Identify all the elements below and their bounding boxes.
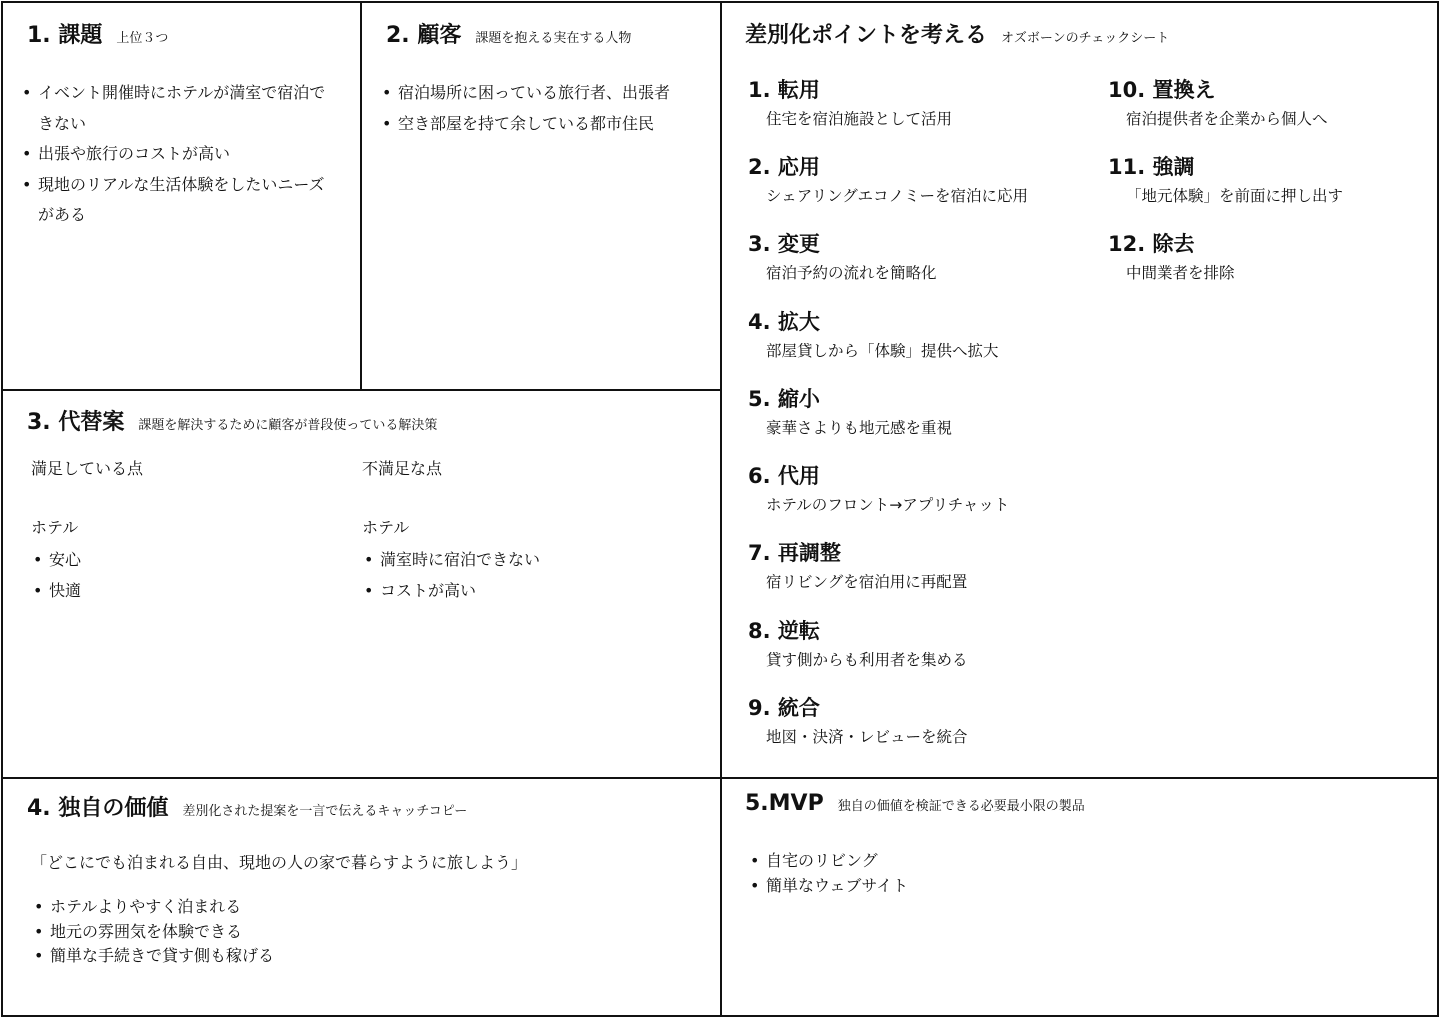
list-item: • 簡単なウェブサイト [748,874,908,899]
list-item: • 快適 [31,575,81,606]
point-12 [1108,228,1235,283]
mvp-title [745,791,1085,816]
point-desc: 宿泊提供者を企業から個人へ [1126,110,1328,128]
point-10 [1108,74,1328,129]
problem-list [20,78,340,231]
point-2 [748,151,1028,206]
point-title: 9. 統合 [748,696,820,720]
point-desc: 貸す側からも利用者を集める [766,651,968,669]
mvp-list [748,849,908,898]
unsatisfied-group: ホテル [362,518,410,537]
point-title: 8. 逆転 [748,619,820,643]
point-desc: 宿泊予約の流れを簡略化 [766,264,937,282]
value-subtitle: 差別化された提案を一言で伝えるキャッチコピー [182,804,468,819]
point-5 [748,383,952,438]
point-title: 10. 置換え [1108,78,1216,102]
customer-heading: 2. 顧客 [386,23,462,48]
value-title [27,791,467,822]
point-title: 2. 応用 [748,155,820,179]
list-item: • 簡単な手続きで貸す側も稼げる [32,944,274,969]
alternatives-title [27,405,437,436]
differentiation-title [745,18,1169,49]
point-desc: 住宅を宿泊施設として活用 [766,110,953,128]
alternatives-subtitle: 課題を解決するために顧客が普段使っている解決策 [138,418,438,433]
mvp-heading: 5.MVP [745,791,824,816]
point-desc: 中間業者を排除 [1126,264,1235,282]
list-item: • 地元の雰囲気を体験できる [32,920,274,945]
unsatisfied-label: 不満足な点 [362,459,443,478]
point-3 [748,228,937,283]
point-desc: シェアリングエコノミーを宿泊に応用 [766,187,1028,205]
point-6 [748,460,1009,515]
point-desc: 部屋貸しから「体験」提供へ拡大 [766,342,999,360]
value-list [32,895,274,969]
point-title: 11. 強調 [1108,155,1195,179]
catchphrase: 「どこにでも泊まれる自由、現地の人の家で暮らすように旅しよう」 [31,853,528,872]
unsatisfied-list [362,544,540,606]
point-desc: 豪華さよりも地元感を重視 [766,419,953,437]
point-4 [748,306,999,361]
customer-subtitle: 課題を抱える実在する人物 [475,31,632,46]
point-title: 5. 縮小 [748,387,820,411]
satisfied-group: ホテル [31,518,79,537]
satisfied-list [31,544,81,606]
problem-subtitle: 上位３つ [116,31,169,46]
point-desc: ホテルのフロント→アプリチャット [766,496,1010,514]
point-desc: 「地元体験」を前面に押し出す [1126,187,1344,205]
value-heading: 4. 独自の価値 [27,796,169,821]
differentiation-heading: 差別化ポイントを考える [745,23,988,48]
list-item: • 安心 [31,544,81,575]
point-desc: 地図・決済・レビューを統合 [766,728,968,746]
point-1 [748,74,952,129]
point-8 [748,615,968,670]
list-item: • ホテルよりやすく泊まれる [32,895,274,920]
point-title: 6. 代用 [748,464,820,488]
differentiation-subtitle: オズボーンのチェックシート [1001,31,1170,46]
point-title: 3. 変更 [748,232,820,256]
mvp-subtitle: 独自の価値を検証できる必要最小限の製品 [837,799,1085,814]
list-item: • コストが高い [362,575,540,606]
list-item: • 自宅のリビング [748,849,908,874]
problem-heading: 1. 課題 [27,23,103,48]
point-title: 7. 再調整 [748,541,841,565]
list-item: • イベント開催時にホテルが満室で宿泊できない [20,78,340,139]
point-title: 4. 拡大 [748,310,820,334]
customer-title [386,18,631,49]
list-item: • 現地のリアルな生活体験をしたいニーズがある [20,170,340,231]
point-9 [748,692,968,747]
list-item: • 満室時に宿泊できない [362,544,540,575]
point-title: 12. 除去 [1108,232,1195,256]
customer-box [360,1,722,391]
satisfied-label: 満足している点 [31,459,144,478]
alternatives-heading: 3. 代替案 [27,410,125,435]
list-item: • 宿泊場所に困っている旅行者、出張者 [380,78,715,109]
list-item: • 出張や旅行のコストが高い [20,139,340,170]
problem-title [27,18,168,49]
point-desc: 宿リビングを宿泊用に再配置 [766,573,968,591]
customer-list [380,78,715,139]
point-title: 1. 転用 [748,78,820,102]
point-7 [748,537,967,592]
point-11 [1108,151,1343,206]
list-item: • 空き部屋を持て余している都市住民 [380,109,715,140]
